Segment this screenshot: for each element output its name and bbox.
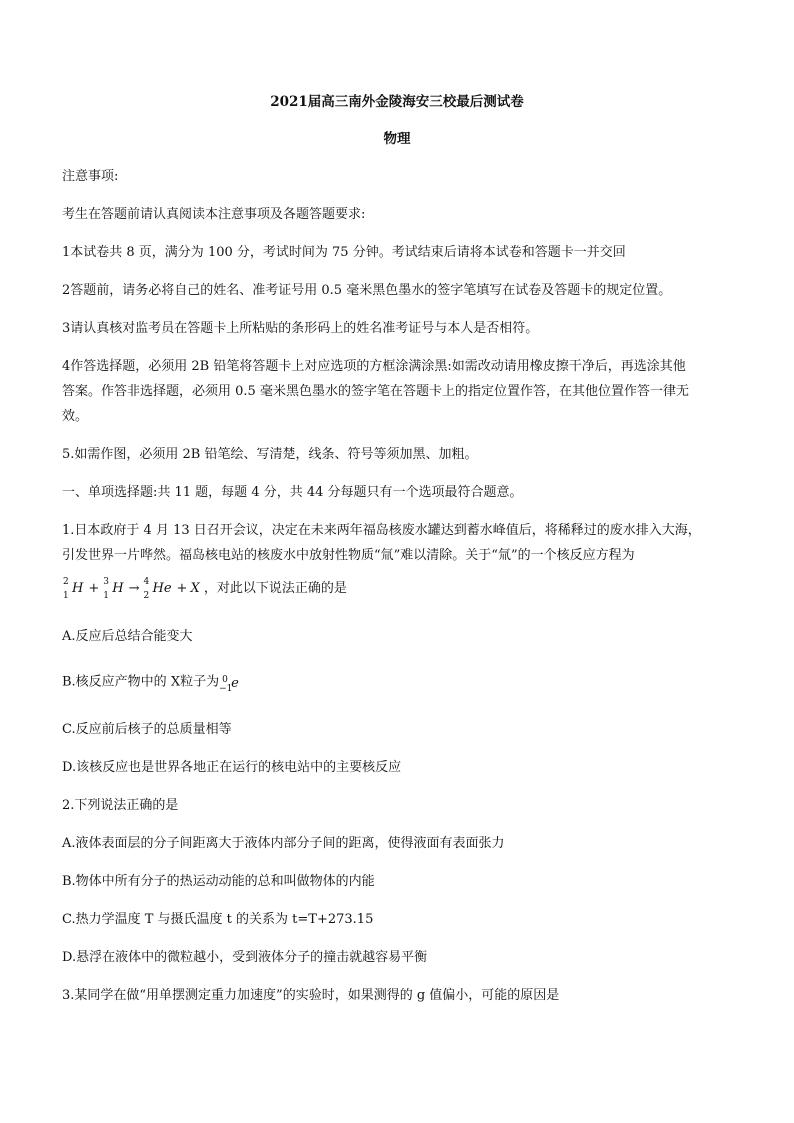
notice-intro: 考生在答题前请认真阅读本注意事项及各题答题要求:: [62, 207, 366, 222]
helium-term: 4 2 He: [143, 577, 172, 601]
x-particle: X: [190, 581, 200, 596]
q1-stem-line-1: 1.日本政府于 4 月 13 日召开会议，决定在未来两年福岛核废水罐达到蓄水峰值后，将稀释过的废水排入大海，: [62, 523, 701, 538]
q1-stem-line-2: 引发世界一片哗然。福岛核电站的核废水中放射性物质“氚”难以清除。关于“氚”的一个核反应方程为: [62, 548, 635, 563]
notice-item-3: 3请认真核对监考员在答题卡上所粘贴的条形码上的姓名准考证号与本人是否相符。: [62, 321, 539, 336]
nuclear-equation: 2 1 H + 3 1 H → 4 2 He + X: [63, 577, 200, 601]
q2-option-d: D.悬浮在液体中的微粒越小，受到液体分子的撞击就越容易平衡: [62, 950, 428, 965]
q1-option-c: C.反应前后核子的总质量相等: [62, 722, 232, 737]
notice-item-1: 1本试卷共 8 页，满分为 100 分，考试时间为 75 分钟。考试结束后请将本试卷和答题卡一并交回: [62, 245, 626, 260]
deuterium-term: 2 1 H: [63, 577, 84, 601]
q2-option-a: A.液体表面层的分子间距离大于液体内部分子间的距离，使得液面有表面张力: [62, 836, 505, 851]
q2-option-b: B.物体中所有分子的热运动动能的总和叫做物体的内能: [62, 874, 375, 889]
notice-item-4-line-1: 4作答选择题，必须用 2B 铅笔将答题卡上对应选项的方框涂满涂黑:如需改动请用橡皮擦干净后，再选涂其他: [62, 359, 686, 374]
section-1-heading: 一、单项选择题:共 11 题，每题 4 分，共 44 分每题只有一个选项最符合题意。: [62, 485, 523, 500]
notice-item-5: 5.如需作图，必须用 2B 铅笔绘、写清楚，线条、符号等须加黑、加粗。: [62, 447, 478, 462]
q1-option-d: D.该核反应也是世界各地正在运行的核电站中的主要核反应: [62, 760, 402, 775]
subject-title: 物理: [383, 131, 411, 147]
electron-symbol: 0 −1 e: [219, 675, 239, 694]
q1-stem-tail: ，对此以下说法正确的是: [203, 581, 347, 596]
q2-stem: 2.下列说法正确的是: [62, 798, 179, 813]
q1-option-a: A.反应后总结合能变大: [62, 629, 193, 644]
q1-formula-line: [62, 577, 740, 601]
tritium-term: 3 1 H: [103, 577, 124, 601]
exam-title: 2021届高三南外金陵海安三校最后测试卷: [270, 94, 524, 110]
q3-stem: 3.某同学在做“用单摆测定重力加速度”的实验时，如果测得的 g 值偏小，可能的原因是: [62, 988, 560, 1003]
notice-heading: 注意事项:: [62, 169, 119, 184]
notice-item-2: 2答题前，请务必将自己的姓名、准考证号用 0.5 毫米黑色墨水的签字笔填写在试卷及答题卡的规定位置。: [62, 283, 672, 298]
q1-option-b: B.核反应产物中的 X粒子为 0 −1 e: [62, 674, 239, 694]
notice-item-4-line-3: 效。: [62, 409, 89, 424]
q2-option-c: C.热力学温度 T 与摄氏温度 t 的关系为 t=T+273.15: [62, 912, 374, 927]
notice-item-4-line-2: 答案。作答非选择题，必须用 0.5 毫米黑色墨水的签字笔在答题卡上的指定位置作答，在其他位置作答一律无: [62, 384, 689, 399]
